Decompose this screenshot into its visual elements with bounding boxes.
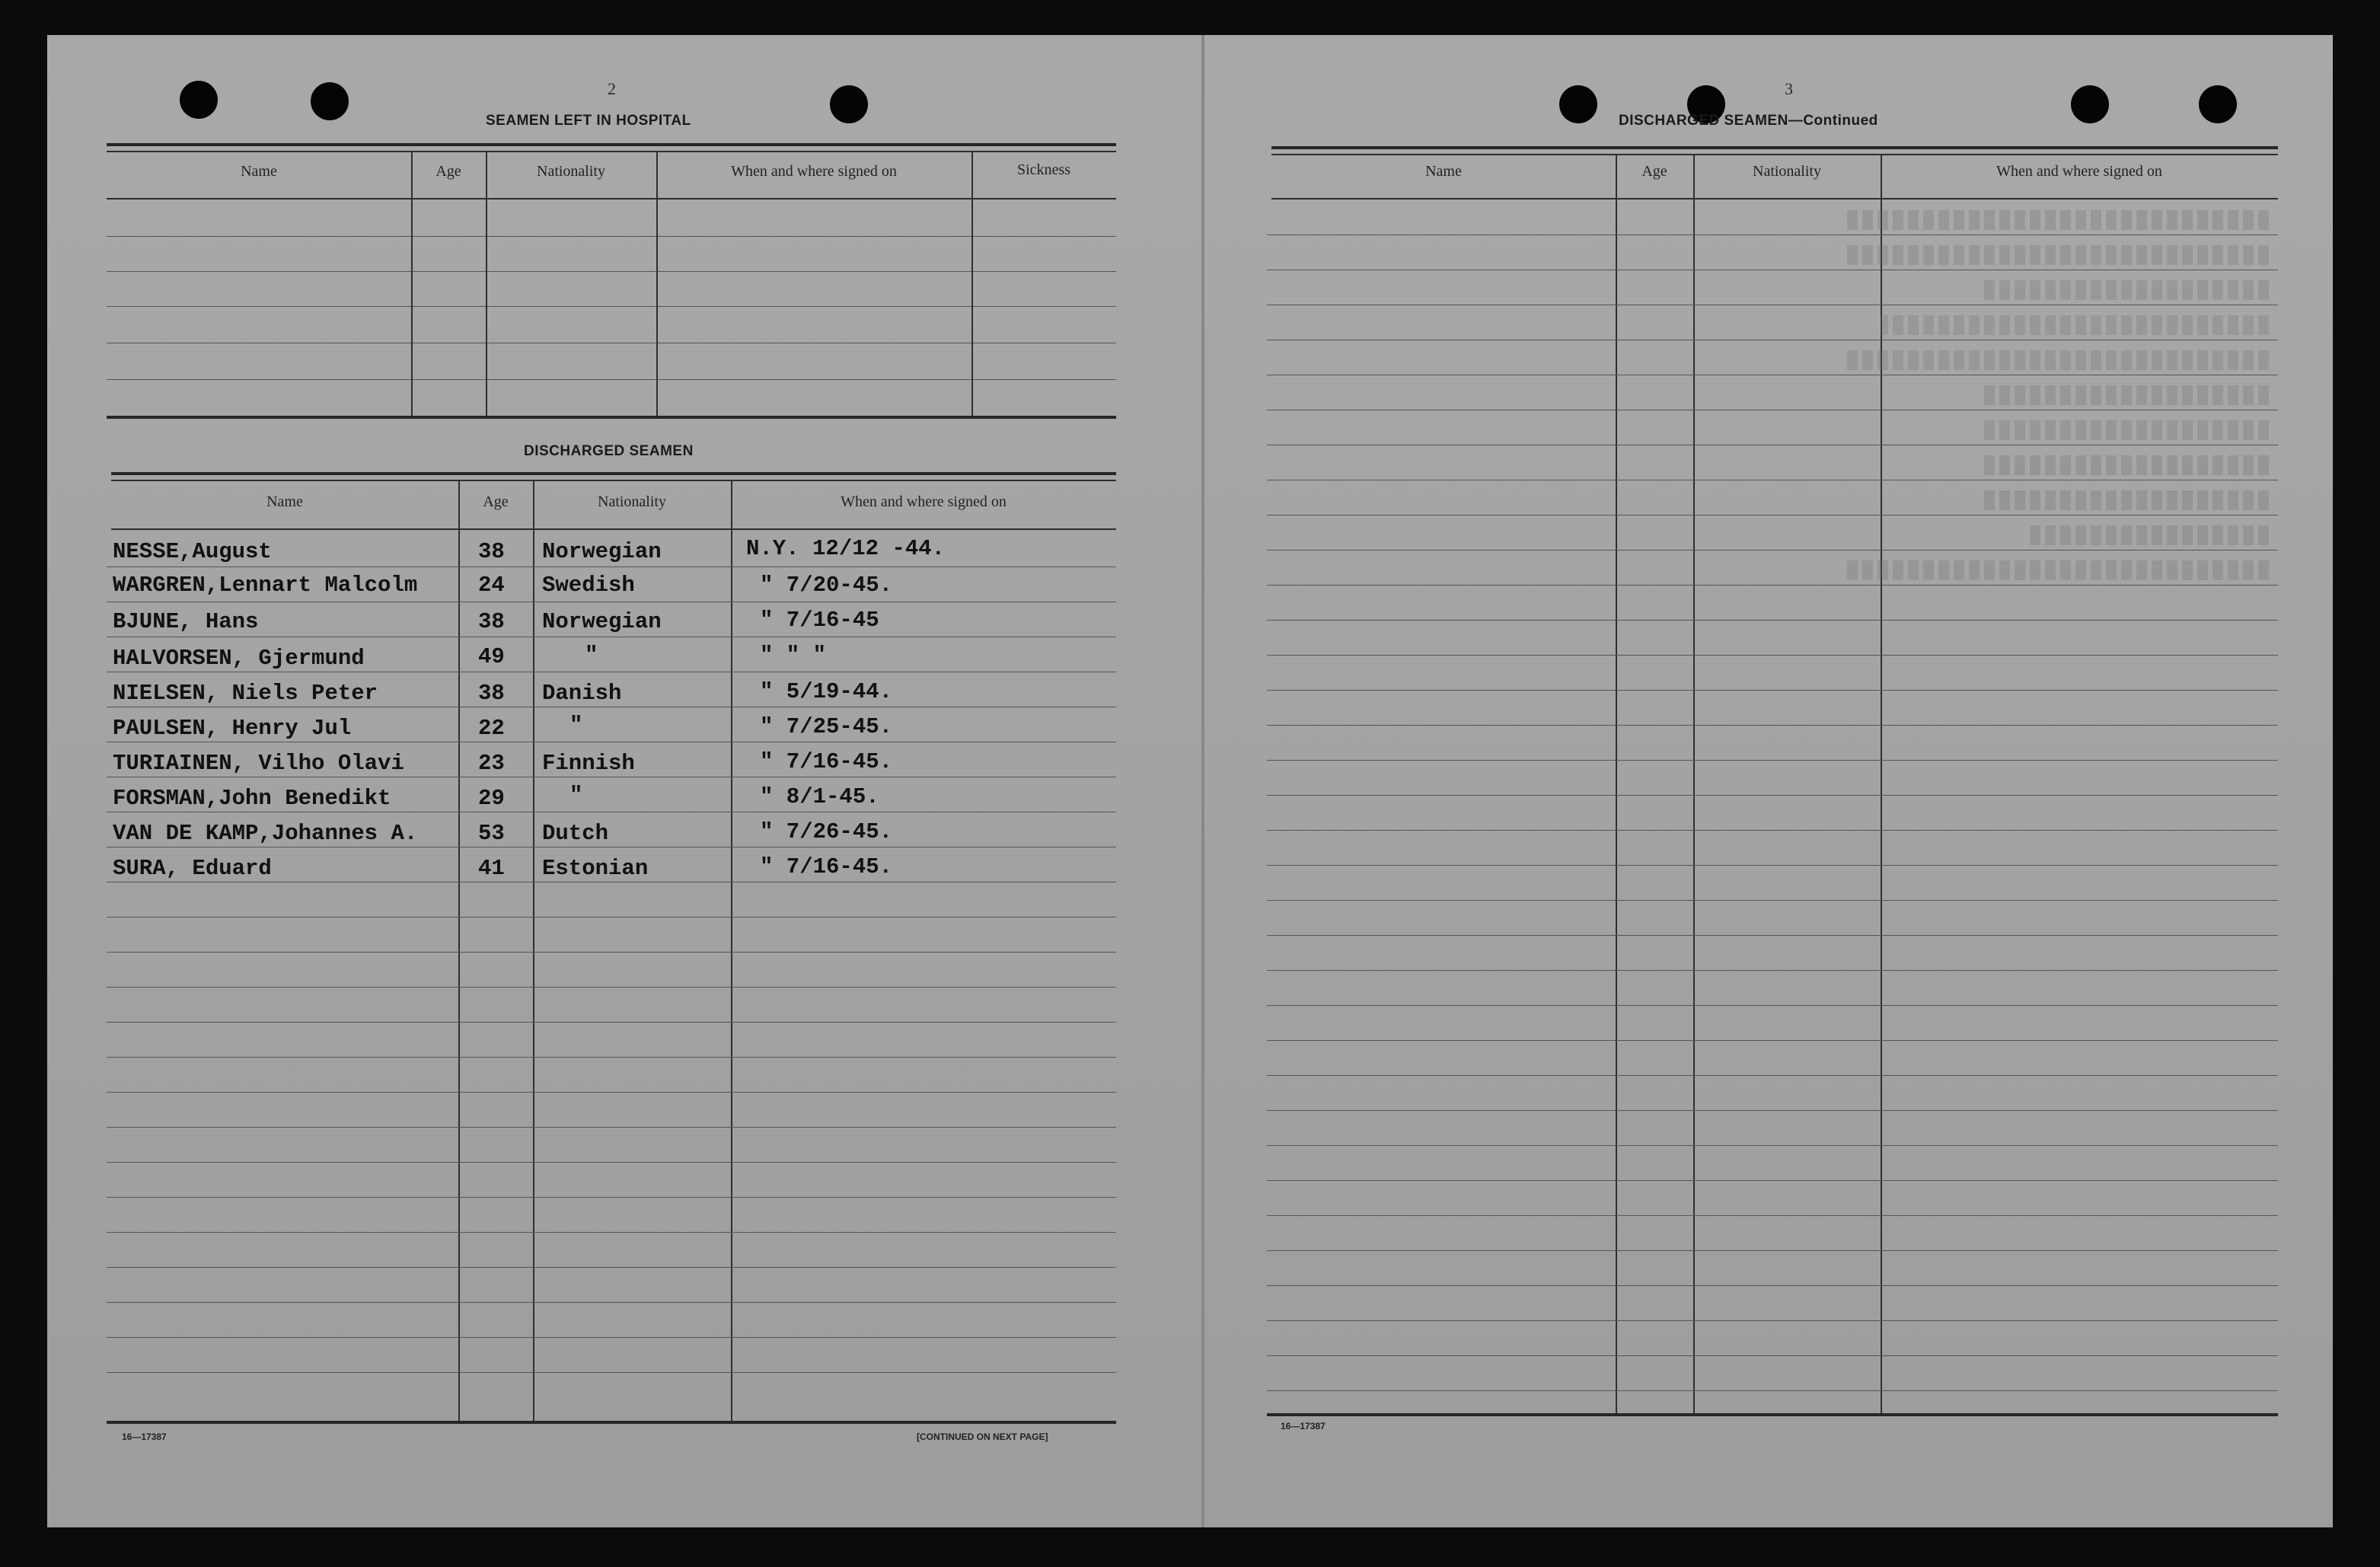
seaman-name: BJUNE, Hans — [113, 609, 259, 634]
punch-hole — [180, 81, 218, 119]
seaman-signed-on: " 7/16-45 — [760, 608, 879, 633]
seaman-name: TURIAINEN, Vilho Olavi — [113, 751, 404, 776]
seaman-age: 38 — [478, 539, 505, 564]
form-number: 16—17387 — [122, 1431, 167, 1442]
hospital-header-name: Name — [241, 163, 277, 180]
seaman-nationality: Dutch — [542, 821, 609, 846]
page-number: 3 — [1785, 79, 1793, 98]
right-header-age: Age — [1641, 163, 1667, 180]
punch-hole — [830, 85, 868, 123]
discharged-header-name: Name — [266, 493, 303, 510]
seaman-name: WARGREN,Lennart Malcolm — [113, 573, 418, 598]
seaman-signed-on: " 7/16-45. — [760, 854, 893, 879]
seaman-name: PAULSEN, Henry Jul — [113, 716, 352, 741]
right-header-signed-on: When and where signed on — [1996, 163, 2162, 180]
seaman-age: 49 — [478, 644, 505, 669]
page-number: 2 — [608, 79, 616, 98]
seaman-nationality: Norwegian — [542, 609, 662, 634]
continued-note: [CONTINUED ON NEXT PAGE] — [917, 1431, 1048, 1442]
right-header-nationality: Nationality — [1753, 163, 1821, 180]
seaman-nationality: " — [585, 643, 598, 668]
seaman-signed-on: " 7/16-45. — [760, 749, 893, 774]
punch-hole — [2071, 85, 2109, 123]
right-page-title-main: DISCHARGED SEAMEN — [1619, 113, 1788, 129]
seaman-signed-on: " 7/25-45. — [760, 714, 893, 739]
seaman-name: FORSMAN,John Benedikt — [113, 786, 391, 811]
punch-hole — [311, 82, 349, 120]
seaman-nationality: " — [569, 713, 583, 738]
punch-hole — [2199, 85, 2237, 123]
page-fold — [1201, 35, 1204, 1527]
seaman-signed-on: " " " — [760, 643, 827, 668]
seaman-nationality: Finnish — [542, 751, 635, 776]
seaman-age: 38 — [478, 609, 505, 634]
discharged-header-signed-on: When and where signed on — [841, 493, 1007, 510]
punch-hole — [1559, 85, 1597, 123]
seaman-name: VAN DE KAMP,Johannes A. — [113, 821, 418, 846]
seaman-age: 24 — [478, 573, 505, 598]
seaman-age: 53 — [478, 821, 505, 846]
seaman-signed-on: " 5/19-44. — [760, 679, 893, 704]
hospital-section-title: SEAMEN LEFT IN HOSPITAL — [486, 113, 691, 129]
right-page-title-continued: —Continued — [1788, 113, 1878, 129]
seaman-age: 22 — [478, 716, 505, 741]
right-page-title — [1619, 113, 1878, 129]
seaman-age: 41 — [478, 856, 505, 881]
seaman-age: 38 — [478, 681, 505, 706]
seaman-nationality: Danish — [542, 681, 622, 706]
seaman-name: SURA, Eduard — [113, 856, 272, 881]
seaman-signed-on: " 7/20-45. — [760, 573, 893, 598]
hospital-header-sickness: Sickness — [1017, 161, 1070, 178]
seaman-signed-on: N.Y. 12/12 -44. — [746, 536, 946, 561]
hospital-header-nationality: Nationality — [537, 163, 605, 180]
right-header-name: Name — [1425, 163, 1462, 180]
form-number: 16—17387 — [1281, 1421, 1326, 1431]
discharged-header-age: Age — [483, 493, 509, 510]
hospital-header-signed-on: When and where signed on — [731, 163, 897, 180]
seaman-nationality: Norwegian — [542, 539, 662, 564]
discharged-header-nationality: Nationality — [598, 493, 666, 510]
discharged-section-title: DISCHARGED SEAMEN — [524, 443, 694, 459]
seaman-nationality: " — [569, 783, 583, 808]
seaman-name: HALVORSEN, Gjermund — [113, 646, 365, 671]
seaman-nationality: Estonian — [542, 856, 649, 881]
hospital-header-age: Age — [435, 163, 461, 180]
seaman-name: NESSE,August — [113, 539, 272, 564]
seaman-age: 23 — [478, 751, 505, 776]
seaman-nationality: Swedish — [542, 573, 635, 598]
seaman-age: 29 — [478, 786, 505, 811]
seaman-signed-on: " 7/26-45. — [760, 819, 893, 844]
seaman-signed-on: " 8/1-45. — [760, 784, 879, 809]
seaman-name: NIELSEN, Niels Peter — [113, 681, 378, 706]
